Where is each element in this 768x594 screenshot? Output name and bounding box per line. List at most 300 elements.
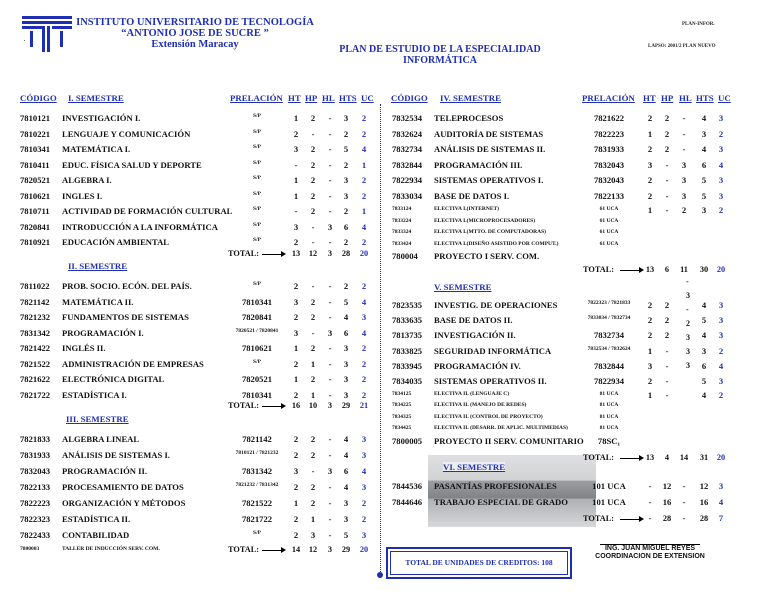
course-prelacion: S/P <box>253 530 261 536</box>
course-name: PROB. SOCIO. ECÓN. DEL PAÍS. <box>62 281 192 291</box>
total-arrow-icon <box>620 458 640 459</box>
hours-ht: 2 <box>647 300 653 310</box>
course-row <box>0 129 768 143</box>
hours-hl: - <box>328 358 332 369</box>
hours-hl: - <box>328 144 332 154</box>
hours-hp: 12 <box>662 481 672 491</box>
hours-hp: 2 <box>310 144 316 154</box>
hours-hl: - <box>328 281 332 291</box>
credits-uc: 4 <box>361 144 367 154</box>
hours-hts: 3 <box>343 175 349 185</box>
institute-name <box>72 17 318 50</box>
course-code: 7833424 <box>392 240 412 247</box>
hours-hts: 2 <box>343 128 349 139</box>
course-prelacion: 7810341 <box>241 389 273 400</box>
course-name: PROGRAMACIÓN IV. <box>434 360 521 371</box>
proyecto-row <box>0 436 768 450</box>
course-prelacion: S/P <box>253 358 261 365</box>
hours-ht: 2 <box>293 450 299 460</box>
course-row <box>0 376 768 390</box>
hours-ht: - <box>294 206 298 216</box>
credits-uc: 4 <box>718 360 724 371</box>
hours-hp: - <box>311 237 315 247</box>
hours-hp: 1 <box>310 389 316 400</box>
course-prelacion: 7820521 <box>241 374 273 384</box>
hours-ht: 3 <box>293 466 299 476</box>
course-prelacion: S/P <box>253 175 261 181</box>
hours-ht: 2 <box>647 376 653 386</box>
hours-hl: 3 <box>327 221 333 232</box>
semester-6-title: VI. SEMESTRE <box>443 462 506 472</box>
semester-total-row <box>0 514 768 526</box>
course-prelacion: 61 UCA <box>599 240 619 247</box>
course-name: TELEPROCESOS <box>434 113 504 123</box>
course-name: INTRODUCCIÓN A LA INFORMÁTICA <box>62 221 218 232</box>
hours-hts: 3 <box>343 190 349 201</box>
col-header-prelacion-left: PRELACIÓN <box>230 93 283 103</box>
course-code: 7813735 <box>392 330 423 341</box>
course-name: ELECTIVA I.(MICROPROCESADORES) <box>434 217 536 224</box>
hours-hp: - <box>311 128 315 139</box>
course-code: 7820521 <box>20 175 51 185</box>
hl-stack-value: 3 <box>686 361 690 370</box>
semester-4-title: IV. SEMESTRE <box>440 93 501 103</box>
credits-uc: 4 <box>361 296 367 307</box>
hours-hl: - <box>328 450 332 460</box>
hours-hl: 3 <box>681 190 687 201</box>
course-code: 7800005 <box>392 436 423 446</box>
hours-hl: 3 <box>681 159 687 170</box>
course-code: 7832534 <box>392 113 423 123</box>
hours-ht: 1 <box>647 345 653 356</box>
total-uc: 7 <box>718 514 724 523</box>
course-name: PROGRAMACIÓN I. <box>62 327 144 338</box>
course-prelacion: 101 UCA <box>592 481 626 491</box>
course-name: ELECTIVA II. (CONTROL DE PROYECTO) <box>434 413 543 420</box>
course-code: 7822934 <box>392 175 423 185</box>
course-code: 7823535 <box>392 300 423 310</box>
course-name: SISTEMAS OPERATIVOS I. <box>434 175 544 185</box>
total-hl: - <box>682 514 686 523</box>
hours-ht: 2 <box>293 281 299 291</box>
hours-hp: 2 <box>664 113 670 123</box>
hours-hts: 5 <box>701 190 707 201</box>
hours-ht: 2 <box>293 530 299 540</box>
hours-ht: 1 <box>647 128 653 139</box>
credits-uc: 2 <box>361 190 367 201</box>
col-header-hl-right: HL <box>679 93 692 103</box>
course-row <box>0 315 768 329</box>
credits-uc: 4 <box>361 327 367 338</box>
course-code: 7834325 <box>392 413 412 420</box>
hours-hts: 5 <box>343 530 349 540</box>
total-label: TOTAL: <box>228 249 260 258</box>
course-row <box>0 113 768 127</box>
total-hp: 28 <box>662 514 672 523</box>
course-code: 7822133 <box>20 482 51 492</box>
credits-uc: 3 <box>361 530 367 540</box>
hl-stack-value: 3 <box>686 333 690 342</box>
institute-line-1: INSTITUTO UNIVERSITARIO DE TECNOLOGÍA <box>76 17 314 28</box>
credits-uc: 2 <box>361 498 367 508</box>
course-row <box>0 530 768 544</box>
course-name: SISTEMAS OPERATIVOS II. <box>434 376 547 386</box>
course-name: ELECTIVA II. (DESARR. DE APLIC. MULTIMEDIAS) <box>434 424 568 431</box>
course-name: MATEMÁTICA I. <box>62 144 131 154</box>
elective-hours-hts: 4 <box>701 390 707 400</box>
course-prelacion: S/P <box>253 144 261 150</box>
hours-hp: 2 <box>310 113 316 123</box>
course-name: FUNDAMENTOS DE SISTEMAS <box>62 312 189 322</box>
course-code: 7834225 <box>392 402 412 409</box>
hours-ht: 2 <box>647 330 653 341</box>
hours-ht: 2 <box>293 312 299 322</box>
hours-ht: 3 <box>647 159 653 170</box>
hours-hl: 3 <box>681 175 687 185</box>
credits-uc: 2 <box>361 175 367 185</box>
course-code: 7821142 <box>20 296 50 307</box>
elective-hours-row <box>0 390 768 404</box>
total-label: TOTAL: <box>583 265 615 274</box>
hours-ht: - <box>648 497 652 507</box>
total-credits-box <box>390 551 568 575</box>
course-name: ELECTIVA I.(DISEÑO ASISTIDO POR COMPUT.) <box>434 240 559 247</box>
hours-ht: 3 <box>293 221 299 232</box>
course-code: 7810121 <box>20 113 51 123</box>
hours-hts: 4 <box>343 434 349 444</box>
total-hl: 3 <box>327 545 333 554</box>
course-code: 7832844 <box>392 159 423 170</box>
course-name: PROGRAMACIÓN III. <box>434 159 523 170</box>
course-name: MATEMÁTICA II. <box>62 296 134 307</box>
course-code: 7831933 <box>20 450 51 460</box>
course-name: INVESTIGACIÓN I. <box>62 113 141 123</box>
course-row <box>0 160 768 174</box>
course-code: 7810621 <box>20 190 51 201</box>
course-code: 7833635 <box>392 315 423 326</box>
hours-hp: 2 <box>310 434 316 444</box>
course-name: ELECTIVA II. (MANEJO DE REDES) <box>434 402 527 409</box>
col-header-ht-left: HT <box>288 93 301 103</box>
hours-hl: - <box>328 482 332 492</box>
credits-uc: 3 <box>718 376 724 386</box>
hours-hp: 2 <box>310 175 316 185</box>
hours-ht: - <box>294 159 298 170</box>
total-hts: 28 <box>699 514 709 523</box>
total-hp: 4 <box>664 453 670 462</box>
total-hts: 28 <box>341 249 351 258</box>
course-name: SEGURIDAD INFORMÁTICA <box>434 345 552 356</box>
credits-uc: 2 <box>718 128 724 139</box>
hours-ht: 2 <box>293 514 299 524</box>
course-name: ALGEBRA I. <box>62 175 112 185</box>
total-arrow-icon <box>620 519 640 520</box>
course-prelacion: 7833034 / 7832734 <box>587 315 631 322</box>
total-hp: 12 <box>308 249 318 258</box>
course-row <box>0 481 768 495</box>
course-name: INGLÉS II. <box>62 343 106 353</box>
hours-hp: 2 <box>664 330 670 341</box>
course-name: TRABAJO ESPECIAL DE GRADO <box>434 497 568 507</box>
course-name: ADMINISTRACIÓN DE EMPRESAS <box>62 358 204 369</box>
credits-uc: 2 <box>361 374 367 384</box>
course-code: 7833825 <box>392 345 423 356</box>
credits-uc: 3 <box>361 450 367 460</box>
hours-hts: 3 <box>343 358 349 369</box>
credits-uc: 2 <box>361 281 367 291</box>
course-prelacion: 7831342 <box>241 466 273 476</box>
hours-hp: 2 <box>664 300 670 310</box>
hours-ht: 1 <box>293 343 299 353</box>
hours-hp: - <box>665 159 669 170</box>
hours-ht: 2 <box>293 389 299 400</box>
total-ht: 13 <box>645 265 655 274</box>
course-prelacion: 7822133 <box>593 190 625 201</box>
logo-mark-dot: . <box>24 38 26 43</box>
hours-ht: 2 <box>647 113 653 123</box>
course-code: 7833034 <box>392 190 423 201</box>
hours-hp: 2 <box>310 482 316 492</box>
hours-hl: - <box>328 128 332 139</box>
course-name: BASE DE DATOS II. <box>434 315 513 326</box>
hours-hp: 1 <box>310 514 316 524</box>
credits-uc: 4 <box>718 159 724 170</box>
course-code: 7832043 <box>20 466 51 476</box>
course-prelacion: S/P <box>253 128 261 135</box>
elective-hours-hp: - <box>665 205 669 215</box>
hours-hp: - <box>665 345 669 356</box>
elective-hours-ht: 1 <box>647 205 653 215</box>
hours-hl: - <box>328 206 332 216</box>
hours-hp: 3 <box>310 530 316 540</box>
hours-hts: 4 <box>343 482 349 492</box>
col-header-codigo-right: CÓDIGO <box>391 93 428 103</box>
hours-hp: 2 <box>310 190 316 201</box>
course-prelacion: 101 UCA <box>592 497 626 507</box>
course-prelacion: 7821142 <box>242 434 272 444</box>
course-name: PROGRAMACIÓN II. <box>62 466 147 476</box>
total-ht: 16 <box>291 401 301 410</box>
elective-hours-hp: - <box>665 390 669 400</box>
hours-hl: - <box>328 434 332 444</box>
hours-hl: 3 <box>327 466 333 476</box>
course-prelacion: 7832534 / 7832624 <box>587 345 631 352</box>
course-code: 7821722 <box>20 389 51 400</box>
hours-hp: 2 <box>310 312 316 322</box>
col-header-codigo-left: CÓDIGO <box>20 93 57 103</box>
institute-logo <box>20 14 74 54</box>
hours-hp: - <box>311 327 315 338</box>
course-name: ESTADÍSTICA II. <box>62 514 131 524</box>
hours-hl: - <box>682 113 686 123</box>
course-name: LENGUAJE Y COMUNICACIÓN <box>62 128 191 139</box>
hl-stack-value: 3 <box>686 291 690 300</box>
hours-hp: - <box>665 376 669 386</box>
hours-hts: 4 <box>343 312 349 322</box>
course-code: 7822323 <box>20 514 51 524</box>
course-row <box>0 358 768 375</box>
total-hp: 12 <box>308 545 318 554</box>
course-prelacion: 7832844 <box>593 360 625 371</box>
course-name: PROYECTO I SERV. COM. <box>434 251 540 261</box>
course-name: PROYECTO II SERV. COMUNITARIO <box>434 436 584 446</box>
hours-hts: 5 <box>701 175 707 185</box>
course-prelacion: 7832043 <box>593 175 625 185</box>
credits-uc: 1 <box>361 206 367 216</box>
hours-hl: - <box>328 389 332 400</box>
plan-code: PLAN-INFOR. <box>682 22 715 27</box>
course-prelacion: 7820521 / 7820841 <box>235 327 279 334</box>
course-prelacion: 81 UCA <box>599 402 619 409</box>
course-code: 7821622 <box>20 374 51 384</box>
course-prelacion: 7832734 <box>593 330 625 341</box>
hours-ht: 2 <box>293 482 299 492</box>
col-header-prelacion-right: PRELACIÓN <box>582 93 635 103</box>
hours-hts: 3 <box>343 343 349 353</box>
elective-hours-hts: 3 <box>701 205 707 215</box>
course-row <box>0 281 768 295</box>
col-header-uc-right: UC <box>718 93 731 103</box>
total-ht: 14 <box>291 545 301 554</box>
total-credits-text: TOTAL DE UNIDADES DE CREDITOS: 108 <box>405 558 553 567</box>
total-label: TOTAL: <box>228 545 260 554</box>
credits-uc: 4 <box>718 497 724 507</box>
hl-stack-value: - <box>686 305 689 314</box>
hours-ht: 1 <box>293 374 299 384</box>
credits-uc: 2 <box>718 345 724 356</box>
total-ht: 13 <box>291 249 301 258</box>
course-name: ACTIVIDAD DE FORMACIÓN CULTURAL <box>62 206 233 216</box>
hours-ht: 2 <box>647 315 653 326</box>
course-code: 7833124 <box>392 206 412 212</box>
course-code: 7810411 <box>20 159 50 170</box>
credits-uc: 3 <box>718 190 724 201</box>
course-code: 7844536 <box>392 481 423 491</box>
course-name: PASANTÍAS PROFESIONALES <box>434 481 557 491</box>
course-prelacion: S/P <box>253 113 261 119</box>
credits-uc: 2 <box>361 343 367 353</box>
course-code: 7832624 <box>392 128 423 139</box>
hours-ht: - <box>648 481 652 491</box>
hours-hl: - <box>328 374 332 384</box>
hours-hl: - <box>682 497 686 507</box>
hours-hp: 2 <box>310 296 316 307</box>
course-prelacion: 7821522 <box>241 498 273 508</box>
total-hts: 29 <box>341 545 351 554</box>
course-prelacion: 78SC₁ <box>597 436 621 446</box>
hours-hts: 5 <box>701 376 707 386</box>
hours-hts: 6 <box>701 360 707 371</box>
credits-uc: 3 <box>718 330 724 341</box>
course-code: 7810221 <box>20 128 51 139</box>
course-code: 7833324 <box>392 229 412 235</box>
course-row <box>0 175 768 189</box>
credits-uc: 2 <box>361 389 367 400</box>
hours-hp: - <box>311 281 315 291</box>
course-name: AUDITORÍA DE SISTEMAS <box>434 128 544 139</box>
course-code: 7833945 <box>392 360 423 371</box>
course-prelacion: S/P <box>253 221 261 228</box>
course-prelacion: 7820841 <box>241 312 273 322</box>
hours-hp: - <box>665 360 669 371</box>
credits-uc: 3 <box>718 481 724 491</box>
course-code: 7832734 <box>392 144 423 154</box>
hours-hl: - <box>328 312 332 322</box>
total-label: TOTAL: <box>583 514 615 523</box>
total-hl: 11 <box>680 265 688 274</box>
col-header-hl-left: HL <box>322 93 335 103</box>
course-prelacion: 7810621 <box>241 343 273 353</box>
semester-3-title: III. SEMESTRE <box>66 414 129 424</box>
credits-uc: 3 <box>361 312 367 322</box>
course-code: 7810341 <box>20 144 51 154</box>
signature-title: COORDINACION DE EXTENSION <box>595 553 705 560</box>
semester-2-title: II. SEMESTRE <box>68 261 128 271</box>
hours-hl: - <box>328 159 332 170</box>
course-name: ELECTIVA I.(MTTO. DE COMPUTADORAS) <box>434 229 547 235</box>
elective-hours-row <box>0 205 768 219</box>
credits-uc: 2 <box>361 358 367 369</box>
credits-uc: 3 <box>718 113 724 123</box>
course-prelacion: S/P <box>253 206 261 212</box>
hours-hl: - <box>328 530 332 540</box>
plan-title <box>320 44 560 66</box>
course-code: 7811022 <box>20 281 50 291</box>
hours-hp: 2 <box>310 343 316 353</box>
credits-uc: 2 <box>361 113 367 123</box>
col-header-hp-left: HP <box>305 93 318 103</box>
course-code: 7844646 <box>392 497 423 507</box>
hours-ht: 1 <box>293 190 299 201</box>
total-hts: 29 <box>341 401 351 410</box>
hours-ht: 2 <box>647 190 653 201</box>
course-prelacion: 81 UCA <box>599 424 619 431</box>
course-name: TALLER DE INDUCCIÓN SERV. COM. <box>62 546 160 552</box>
hours-hl: - <box>328 113 332 123</box>
hours-hts: 4 <box>701 300 707 310</box>
hours-hts: 4 <box>343 450 349 460</box>
hours-hts: 4 <box>701 113 707 123</box>
hours-hts: 2 <box>343 281 349 291</box>
course-code: 7822223 <box>20 498 51 508</box>
hours-hts: 3 <box>701 345 707 356</box>
signature-block <box>590 545 710 561</box>
hours-hp: 2 <box>664 144 670 154</box>
course-row <box>0 300 768 314</box>
hours-ht: 3 <box>647 360 653 371</box>
course-code: 7821232 <box>20 312 51 322</box>
col-header-hp-right: HP <box>661 93 674 103</box>
course-name: ELECTIVA II. (LENGUAJE C) <box>434 391 510 397</box>
course-prelacion: 7810341 <box>241 296 273 307</box>
hours-hts: 6 <box>701 159 707 170</box>
course-code: 7800003 <box>20 546 40 552</box>
hours-hts: 2 <box>343 206 349 216</box>
total-hts: 30 <box>699 265 709 274</box>
course-name: INVESTIG. DE OPERACIONES <box>434 300 558 310</box>
elective-credits-uc: 2 <box>718 205 724 215</box>
col-header-ht-right: HT <box>643 93 656 103</box>
hours-hts: 3 <box>343 498 349 508</box>
hours-hp: 2 <box>310 206 316 216</box>
hours-ht: 1 <box>293 113 299 123</box>
total-hp: 6 <box>664 265 670 274</box>
hours-hl: - <box>682 481 686 491</box>
hours-hts: 5 <box>343 144 349 154</box>
hours-hts: 12 <box>699 481 709 491</box>
hours-ht: 3 <box>293 144 299 154</box>
course-code: 7810921 <box>20 237 51 247</box>
